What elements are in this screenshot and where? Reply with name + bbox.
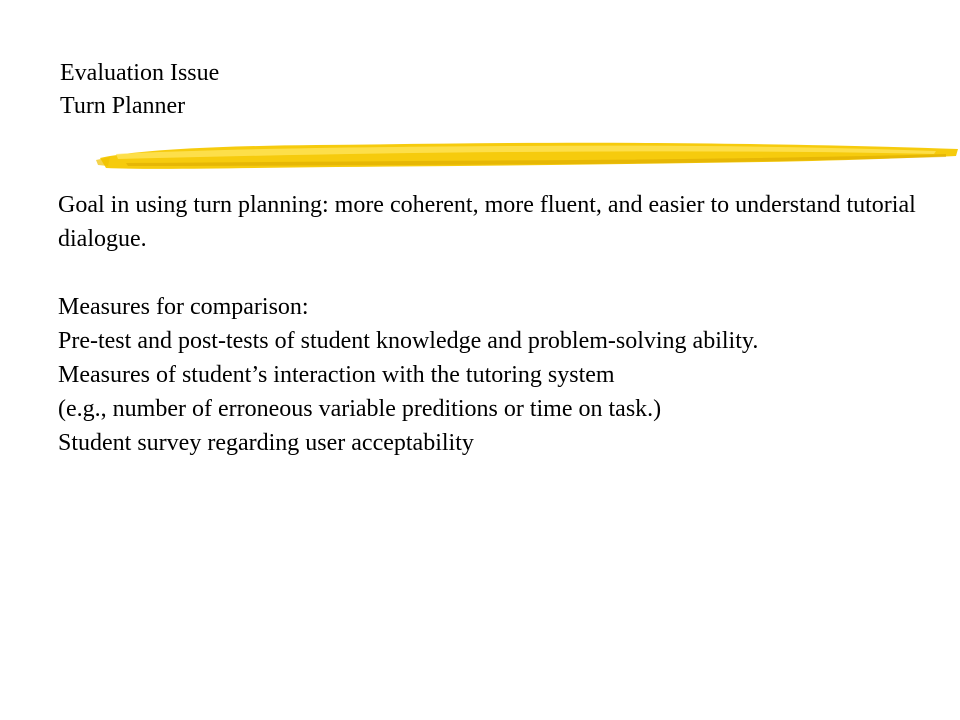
title-line-2: Turn Planner <box>60 93 186 119</box>
measure-item: Student survey regarding user acceptability <box>58 430 474 456</box>
slide-title <box>60 57 219 123</box>
yellow-brush-stroke-divider <box>96 132 960 182</box>
measure-item: Measures of student’s interaction with the tutoring system <box>58 362 615 388</box>
measures-heading: Measures for comparison: <box>58 294 309 320</box>
title-line-1: Evaluation Issue <box>60 60 220 86</box>
measure-item: Pre-test and post-tests of student knowledge and problem-solving ability. <box>58 328 759 354</box>
paragraph-spacer <box>58 256 938 290</box>
measure-item: (e.g., number of erroneous variable preditions or time on task.) <box>58 396 662 422</box>
goal-text: Goal in using turn planning: more coherent, more fluent, and easier to understand tutorial dialogue. <box>58 192 916 252</box>
slide-body <box>58 188 938 460</box>
